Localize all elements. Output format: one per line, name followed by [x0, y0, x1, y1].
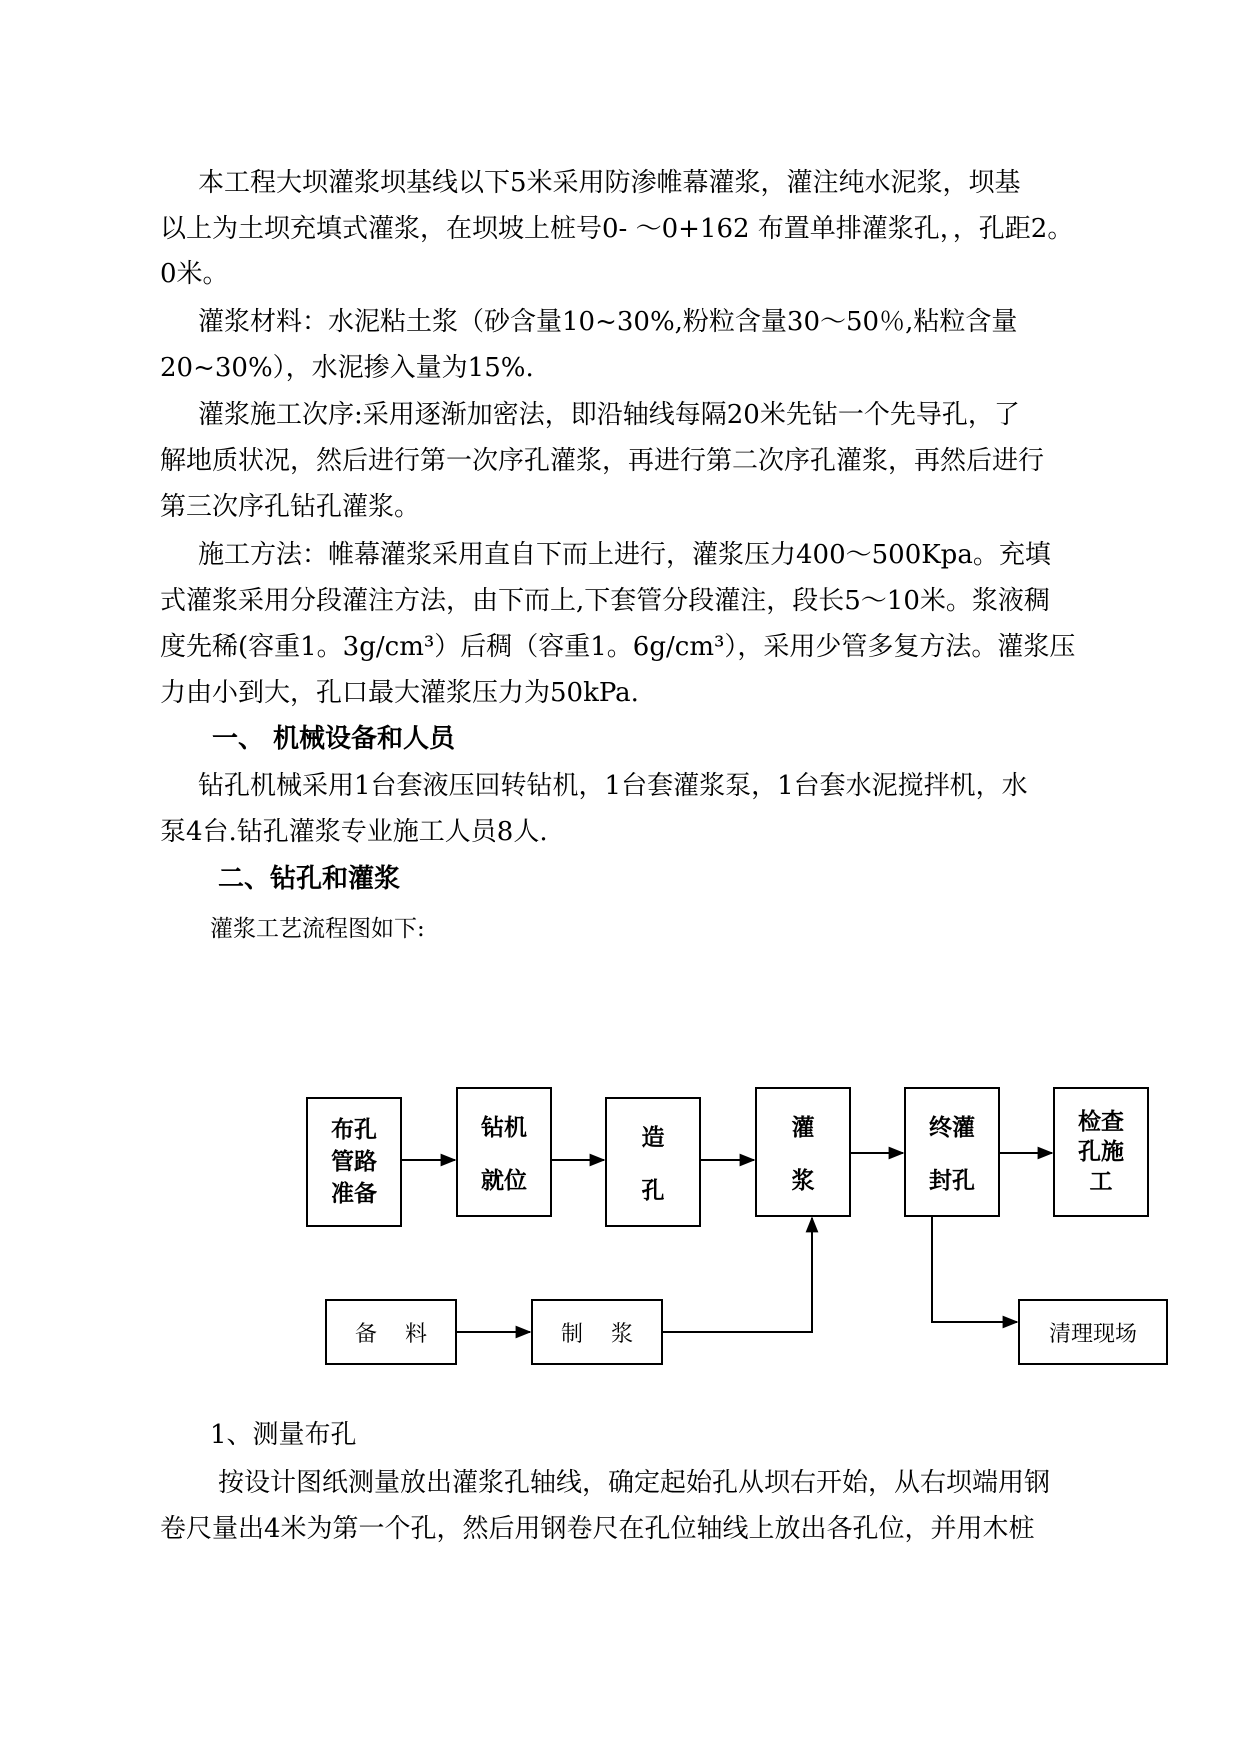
paragraph-4-line-4: 力由小到大，孔口最大灌浆压力为50kPa. — [160, 678, 639, 708]
flow-label-line: 孔施 — [1078, 1139, 1124, 1165]
flow-label-line: 终灌 — [929, 1114, 975, 1141]
paragraph-6-line-1: 按设计图纸测量放出灌浆孔轴线，确定起始孔从坝右开始，从右坝端用钢 — [218, 1468, 1051, 1498]
section-heading-1: 一、 机械设备和人员 — [212, 724, 456, 754]
paragraph-1-line-3: 0米。 — [160, 259, 229, 289]
flow-label-line: 检查 — [1078, 1109, 1124, 1135]
flow-label-line: 准备 — [331, 1181, 377, 1207]
flow-label-line: 钻机 — [481, 1114, 527, 1141]
section-heading-2: 二、钻孔和灌浆 — [218, 864, 401, 894]
paragraph-4-line-3: 度先稀(容重1。3g/cm³）后稠（容重1。6g/cm³），采用少管多复方法。灌浆压 — [160, 632, 1076, 662]
paragraph-5-line-1: 钻孔机械采用1台套液压回转钻机，1台套灌浆泵，1台套水泥搅拌机，水 — [198, 771, 1028, 801]
flow-box-drill-positioning-label — [457, 1088, 551, 1216]
subsection-heading-1: 1、测量布孔 — [210, 1420, 357, 1450]
flow-box-hole-layout-label — [307, 1098, 401, 1226]
flow-box-site-cleanup-label: 清理现场 — [1048, 1321, 1137, 1347]
paragraph-6-line-2: 卷尺量出4米为第一个孔，然后用钢卷尺在孔位轴线上放出各孔位，并用木桩 — [160, 1514, 1035, 1544]
flow-box-inspection-hole-label — [1054, 1088, 1148, 1216]
flow-box-grouting-label — [756, 1088, 850, 1216]
flow-label-line: 造 — [641, 1124, 665, 1151]
paragraph-1-line-1: 本工程大坝灌浆坝基线以下5米采用防渗帷幕灌浆，灌注纯水泥浆，坝基 — [198, 168, 1021, 198]
paragraph-3-line-1: 灌浆施工次序:采用逐渐加密法，即沿轴线每隔20米先钻一个先导孔，了 — [198, 400, 1020, 430]
flow-label-line: 灌 — [791, 1114, 815, 1141]
paragraph-4-line-2: 式灌浆采用分段灌注方法，由下而上,下套管分段灌注，段长5～10米。浆液稠 — [160, 586, 1050, 616]
paragraph-3-line-2: 解地质状况，然后进行第一次序孔灌浆，再进行第二次序孔灌浆，再然后进行 — [160, 446, 1045, 476]
flow-label-line: 管路 — [331, 1149, 377, 1175]
paragraph-3-line-3: 第三次序孔钻孔灌浆。 — [160, 492, 421, 522]
flow-box-final-sealing-label — [905, 1088, 999, 1216]
paragraph-4-line-1: 施工方法：帷幕灌浆采用直自下而上进行，灌浆压力400～500Kpa。充填 — [198, 540, 1051, 570]
paragraph-2-line-2: 20~30%），水泥掺入量为15%. — [160, 353, 534, 383]
paragraph-5-line-2: 泵4台.钻孔灌浆专业施工人员8人. — [160, 817, 548, 847]
arrow-slurry-grouting — [662, 1218, 812, 1332]
flow-box-slurry-making-label: 制 浆 — [561, 1321, 633, 1347]
flow-label-line: 工 — [1089, 1169, 1113, 1195]
flow-label-line: 孔 — [641, 1178, 665, 1205]
flow-label-line: 就位 — [481, 1168, 527, 1195]
arrow-sealing-cleanup — [932, 1216, 1017, 1322]
flow-label-line: 布孔 — [331, 1117, 377, 1143]
paragraph-2-line-1: 灌浆材料：水泥粘土浆（砂含量10~30%,粉粒含量30～50％,粘粒含量 — [198, 307, 1018, 337]
flow-label-line: 封孔 — [929, 1168, 975, 1195]
flow-label-line: 浆 — [791, 1168, 815, 1195]
flow-box-drilling-label — [606, 1098, 700, 1226]
flowchart-intro: 灌浆工艺流程图如下: — [210, 916, 425, 942]
paragraph-1-line-2: 以上为土坝充填式灌浆，在坝坡上桩号0- ～0+162 布置单排灌浆孔，，孔距2。 — [160, 214, 1074, 244]
flow-box-materials-label: 备 料 — [355, 1321, 427, 1347]
